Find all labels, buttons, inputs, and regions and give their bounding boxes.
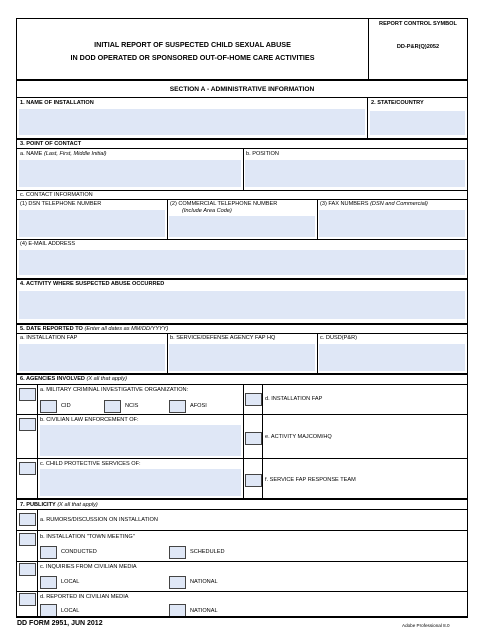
reported-local-label: LOCAL — [61, 608, 80, 614]
ncis-label: NCIS — [125, 403, 139, 409]
report-control-symbol-value: DD-P&R(Q)2052 — [396, 44, 440, 50]
installation-label: 1. NAME OF INSTALLATION — [20, 100, 94, 106]
section-a-title: SECTION A - ADMINISTRATIVE INFORMATION — [169, 86, 315, 93]
installation-fap-label: d. INSTALLATION FAP — [265, 396, 323, 402]
reported-media-label: d. REPORTED IN CIVILIAN MEDIA — [40, 594, 129, 600]
publicity-hint: (X all that apply) — [57, 502, 98, 508]
response-team-label: f. SERVICE FAP RESPONSE TEAM — [265, 477, 356, 483]
date-reported-hint: (Enter all dates as MM/DD/YYYY) — [84, 326, 169, 332]
poc-name-field[interactable] — [19, 160, 241, 187]
town-meeting-label: b. INSTALLATION "TOWN MEETING" — [40, 534, 135, 540]
poc-position-field[interactable] — [245, 160, 465, 187]
commercial-telephone-label: (2) COMMERCIAL TELEPHONE NUMBER — [170, 201, 278, 207]
date-reported-label: 5. DATE REPORTED TO — [20, 326, 83, 332]
majcom-checkbox[interactable] — [245, 432, 262, 445]
date-dusd-label: c. DUSD(P&R) — [320, 335, 357, 341]
form-title-line2: IN DOD OPERATED OR SPONSORED OUT-OF-HOME CARE ACTIVITIES — [70, 53, 315, 62]
poc-position-label: b. POSITION — [246, 151, 279, 157]
agencies-involved-label: 6. AGENCIES INVOLVED — [20, 376, 85, 382]
inquiries-checkbox[interactable] — [19, 563, 36, 576]
date-service-fap-field[interactable] — [169, 344, 315, 371]
commercial-telephone-field[interactable] — [169, 216, 315, 237]
activity-label: 4. ACTIVITY WHERE SUSPECTED ABUSE OCCURRED — [20, 281, 165, 287]
reported-media-checkbox[interactable] — [19, 593, 36, 606]
afosi-checkbox[interactable] — [169, 400, 186, 413]
response-team-checkbox[interactable] — [245, 474, 262, 487]
state-country-label: 2. STATE/COUNTRY — [371, 100, 424, 106]
installation-name-field[interactable] — [19, 109, 365, 135]
date-installation-fap-field[interactable] — [19, 344, 165, 371]
activity-field[interactable] — [19, 291, 465, 319]
dsn-telephone-field[interactable] — [19, 210, 165, 237]
majcom-label: e. ACTIVITY MAJCOM/HQ — [265, 434, 332, 440]
cps-label: c. CHILD PROTECTIVE SERVICES OF: — [40, 461, 141, 467]
ncis-checkbox[interactable] — [104, 400, 121, 413]
publicity-label: 7. PUBLICITY — [20, 502, 56, 508]
cid-label: CID — [61, 403, 71, 409]
civilian-law-field[interactable] — [40, 425, 241, 456]
town-meeting-checkbox[interactable] — [19, 533, 36, 546]
scheduled-checkbox[interactable] — [169, 546, 186, 559]
mcio-checkbox[interactable] — [19, 388, 36, 401]
poc-name-hint: (Last, First, Middle Initial) — [43, 151, 107, 157]
cps-checkbox[interactable] — [19, 462, 36, 475]
date-dusd-field[interactable] — [319, 344, 465, 371]
conducted-checkbox[interactable] — [40, 546, 57, 559]
date-service-fap-label: b. SERVICE/DEFENSE AGENCY FAP HQ — [170, 335, 276, 341]
scheduled-label: SCHEDULED — [190, 549, 225, 555]
contact-information-label: c. CONTACT INFORMATION — [20, 192, 93, 198]
point-of-contact-label: 3. POINT OF CONTACT — [20, 141, 82, 147]
inquiries-local-checkbox[interactable] — [40, 576, 57, 589]
cps-field[interactable] — [40, 469, 241, 496]
inquiries-label: c. INQUIRIES FROM CIVILIAN MEDIA — [40, 564, 137, 570]
inquiries-local-label: LOCAL — [61, 579, 80, 585]
software-note: Adobe Professional 8.0 — [402, 623, 450, 628]
fax-numbers-label: (3) FAX NUMBERS — [320, 201, 369, 207]
inquiries-national-checkbox[interactable] — [169, 576, 186, 589]
frame-left — [16, 18, 17, 616]
civilian-law-checkbox[interactable] — [19, 418, 36, 431]
installation-fap-checkbox[interactable] — [245, 393, 262, 406]
poc-name-label: a. NAME — [20, 151, 43, 157]
conducted-label: CONDUCTED — [61, 549, 97, 555]
cid-checkbox[interactable] — [40, 400, 57, 413]
report-control-symbol-label: REPORT CONTROL SYMBOL — [379, 21, 457, 27]
civilian-law-label: b. CIVILIAN LAW ENFORCEMENT OF: — [40, 417, 139, 423]
date-installation-fap-label: a. INSTALLATION FAP — [20, 335, 78, 341]
fax-numbers-field[interactable] — [319, 210, 465, 237]
inquiries-national-label: NATIONAL — [190, 579, 218, 585]
form-title-line1: INITIAL REPORT OF SUSPECTED CHILD SEXUAL ABUSE — [94, 40, 291, 49]
commercial-telephone-hint: (Include Area Code) — [182, 208, 232, 214]
afosi-label: AFOSI — [190, 403, 207, 409]
dsn-telephone-label: (1) DSN TELEPHONE NUMBER — [20, 201, 102, 207]
frame-top — [16, 18, 468, 19]
email-address-label: (4) E-MAIL ADDRESS — [20, 241, 76, 247]
state-country-field[interactable] — [370, 111, 465, 135]
fax-numbers-hint: (DSN and Commercial) — [370, 201, 428, 207]
email-address-field[interactable] — [19, 250, 465, 275]
frame-right — [467, 18, 468, 616]
rumors-checkbox[interactable] — [19, 513, 36, 526]
agencies-involved-hint: (X all that apply) — [86, 376, 127, 382]
mcio-label: a. MILITARY CRIMINAL INVESTIGATIVE ORGANIZATION: — [40, 387, 189, 393]
reported-national-label: NATIONAL — [190, 608, 218, 614]
form-number: DD FORM 2951, JUN 2012 — [17, 620, 103, 627]
rumors-label: a. RUMORS/DISCUSSION ON INSTALLATION — [40, 517, 158, 523]
